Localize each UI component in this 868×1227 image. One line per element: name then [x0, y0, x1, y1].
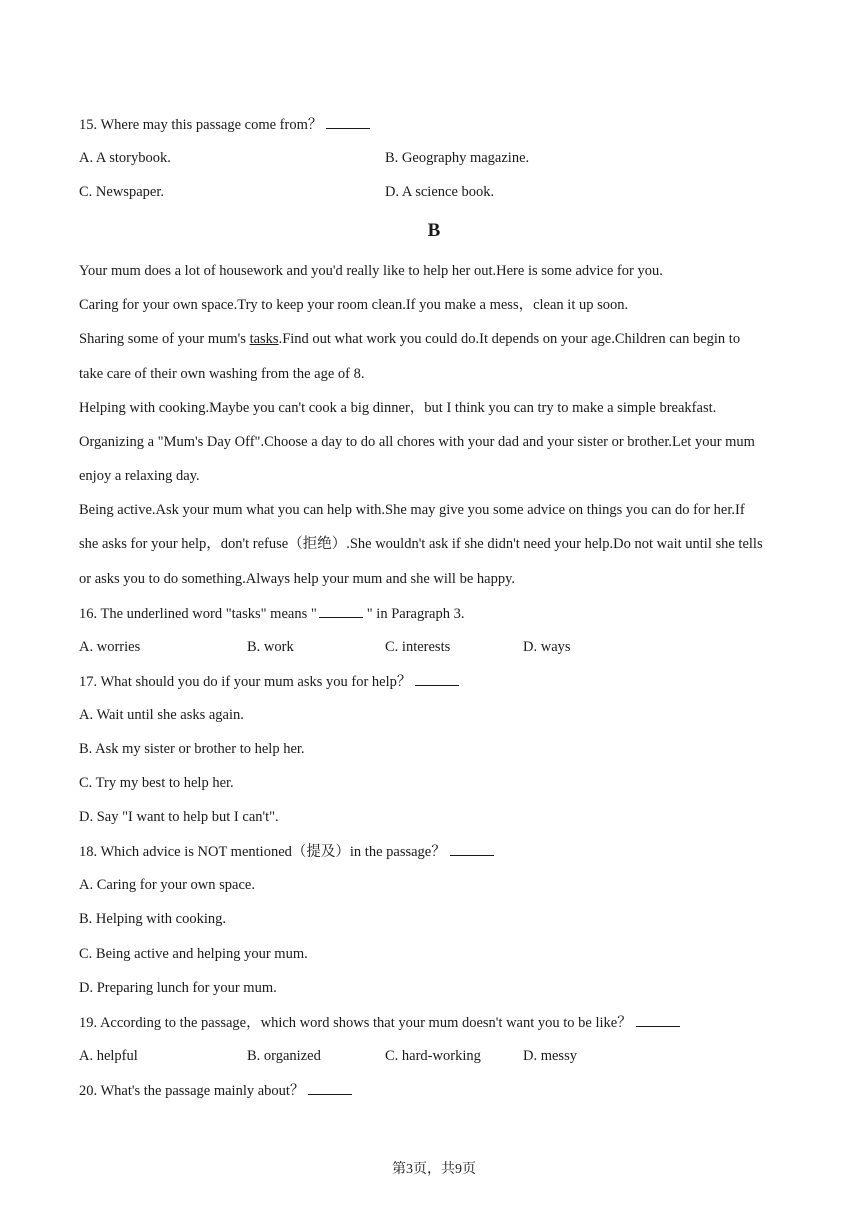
question-16-prefix: 16. The underlined word "tasks" means " — [79, 606, 317, 622]
answer-blank[interactable] — [450, 842, 494, 856]
question-18 — [79, 842, 494, 861]
question-20-text: 20. What's the passage mainly about？ — [79, 1083, 305, 1099]
answer-blank[interactable] — [319, 604, 363, 618]
q18-option-b: B. Helping with cooking. — [79, 911, 227, 927]
q16-option-c: C. interests — [385, 639, 451, 655]
q16-option-d: D. ways — [523, 639, 571, 655]
section-title: B — [427, 220, 441, 241]
passage-paragraph-1: Your mum does a lot of housework and you'd really like to help her out.Here is some advice for you. — [79, 263, 663, 279]
q19-option-c: C. hard-working — [385, 1048, 481, 1064]
question-16 — [79, 604, 465, 623]
q15-option-b: B. Geography magazine. — [385, 150, 530, 166]
question-17 — [79, 672, 459, 691]
question-16-suffix: " in Paragraph 3. — [366, 606, 465, 622]
question-19 — [79, 1013, 680, 1032]
q16-option-b: B. work — [247, 639, 294, 655]
question-15 — [79, 115, 370, 134]
passage-paragraph-5: Organizing a "Mum's Day Off".Choose a day to do all chores with your dad and your sister or brother.Let your mum — [79, 434, 755, 450]
passage-paragraph-6-line-2: she asks for your help，don't refuse（拒绝）.She wouldn't ask if she didn't need your help.Do not wait until she tells — [79, 536, 763, 552]
q17-option-c: C. Try my best to help her. — [79, 775, 234, 791]
q15-option-a: A. A storybook. — [79, 150, 171, 166]
question-17-text: 17. What should you do if your mum asks you for help？ — [79, 674, 412, 690]
q19-option-d: D. messy — [523, 1048, 577, 1064]
q18-option-d: D. Preparing lunch for your mum. — [79, 980, 277, 996]
question-18-text: 18. Which advice is NOT mentioned（提及）in the passage？ — [79, 844, 446, 860]
passage-paragraph-6-line-3: or asks you to do something.Always help your mum and she will be happy. — [79, 571, 516, 587]
q17-option-b: B. Ask my sister or brother to help her. — [79, 741, 305, 757]
q15-option-d: D. A science book. — [385, 184, 495, 200]
p3-suffix: .Find out what work you could do.It depends on your age.Children can begin to — [278, 331, 741, 347]
q19-option-a: A. helpful — [79, 1048, 138, 1064]
answer-blank[interactable] — [636, 1013, 680, 1027]
passage-paragraph-2: Caring for your own space.Try to keep your room clean.If you make a mess，clean it up soon. — [79, 297, 629, 313]
passage-paragraph-4: Helping with cooking.Maybe you can't cook a big dinner，but I think you can try to make a simple breakfast. — [79, 400, 717, 416]
q19-option-b: B. organized — [247, 1048, 321, 1064]
question-19-text: 19. According to the passage，which word shows that your mum doesn't want you to be like？ — [79, 1015, 632, 1031]
passage-paragraph-3-line-2: take care of their own washing from the age of 8. — [79, 366, 365, 382]
page-footer: 第3页，共9页 — [392, 1162, 476, 1177]
underlined-word-tasks: tasks — [249, 331, 279, 347]
q18-option-a: A. Caring for your own space. — [79, 877, 255, 893]
q15-option-c: C. Newspaper. — [79, 184, 164, 200]
answer-blank[interactable] — [415, 672, 459, 686]
question-15-text: 15. Where may this passage come from？ — [79, 117, 323, 133]
question-20 — [79, 1081, 352, 1100]
answer-blank[interactable] — [326, 115, 370, 129]
passage-paragraph-3 — [79, 330, 740, 348]
answer-blank[interactable] — [308, 1081, 352, 1095]
passage-paragraph-6: Being active.Ask your mum what you can help with.She may give you some advice on things you can do for her.If — [79, 502, 745, 518]
q16-option-a: A. worries — [79, 639, 141, 655]
q17-option-d: D. Say "I want to help but I can't". — [79, 809, 279, 825]
passage-paragraph-5-line-2: enjoy a relaxing day. — [79, 468, 200, 484]
p3-prefix: Sharing some of your mum's — [79, 331, 250, 347]
q17-option-a: A. Wait until she asks again. — [79, 707, 244, 723]
q18-option-c: C. Being active and helping your mum. — [79, 946, 308, 962]
